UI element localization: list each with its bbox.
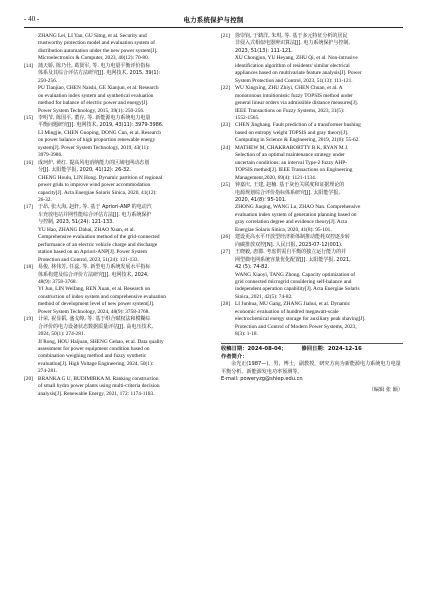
reference-line: independent operation capability[J]. Acta Energiae Solaris [235,286,360,293]
reference-number: [14] [24,62,33,69]
reference-line: trustworthy protection model and evaluation system of [38,40,155,47]
author-bio: 余光正(1987—)，男，博士，副教授，研究方向为新能源电力系统电力电量平衡分析、新能源发电功率预测等。 [221,361,401,375]
reference-line: 徐崇钧, 于鹤洋, 朱琪, 等. 基于多元特征分析的居民 [235,33,348,39]
reference-line: WU Xingxing, ZHU Zhiyi, CHEN Chuan, et al. A [235,85,343,92]
reference-line: WANG Xiaoyi, TANG Zhong. Capacity optimization of [235,271,355,278]
reference-item [221,234,403,249]
page-number: - 40 - [24,15,40,23]
reference-line: 王晓毅, 唐郡. 考虑供需自平衡的独立运行能力的并 [235,249,347,256]
reference-line: method of development level of new power system[J]. [38,301,155,308]
reference-line: of small hydro power plants using multi-criteria decision [38,383,160,390]
reference-number: [17] [24,204,33,211]
reference-item [221,301,403,338]
reference-line: 2020, 41(8): 95-101. [235,196,287,203]
reference-number: [22] [221,85,230,92]
reference-number: [15] [24,114,33,121]
reference-line: distribution automation under the new power system[J]. [38,47,158,54]
reference-line: Microelectronics & Computer, 2023, 40(12): 70-80. [38,55,150,62]
reference-line: capacity[J]. Acta Energiae Solaris Sinica, 2020, 41(12): [38,189,157,196]
reference-line: YU Hao, ZHANG Dahai, ZHAO Xuan, et al. [38,226,135,233]
reference-line: ZHANG Lei, LI Yan, GU Sitng, et al. Security and [38,33,147,39]
reference-line: 体系构建及综合评价方法研究[J]. 电网技术, 2024, [38,271,149,278]
reference-line: ZHONG Jiaqing, WANG Lu, ZHAO Nan. Comprehensive [235,204,361,211]
reference-line: 2023, 51(13): 111-121. [235,47,293,54]
reference-line: 体系及其综合评估方法研究[J]. 电网技术, 2015, 39(1): [38,70,161,77]
reference-item [24,204,206,264]
reference-line: Power System Technology, 2024, 48(9): 3758-3768. [38,308,150,315]
reference-line: Energiae Solaris Sinica, 2020, 41(8): 95-101. [235,226,332,233]
reference-line: grid connected microgrid considering self-balance and [235,278,352,285]
reference-item [24,160,206,205]
reference-line: general linear orders via admissible distance measures[J]. [235,100,359,107]
reference-line: IEEE Transactions on Fuzzy Systems, 2023, 31(5): [235,107,345,114]
reference-line: 非侵入式相似电器辨识算法[J]. 电力系统保护与控制, [235,40,350,47]
reference-line: 合评价的电力设备状态数据质量评估[J]. 高电压技术, [38,323,153,330]
reference-line: construction of index system and comprehensive evaluation [38,293,166,300]
reference-number: [24] [221,144,230,151]
reference-line: system[J]. Power System Technology, 2019, 43(11): [38,144,150,151]
reference-line: Protection and Control, 2023, 51(24): 121-133. [38,256,139,263]
reference-item [24,63,206,115]
reference-line: 李明节, 陈国平, 董存, 等. 新能源电力系统电力电量 [38,114,151,121]
reference-line: 钟嘉庆, 王建, 赵楠. 基于灰色关联度和证据理论的 [235,182,345,189]
reference-item [221,249,403,301]
article-info [221,345,403,394]
reference-line: identification algorithm of residents' similar electrical [235,62,350,69]
journal-title: 电力系统保护与控制 [183,16,244,24]
reference-number: [21] [221,33,230,39]
received-date: 收稿日期：2024-08-04； [221,346,287,352]
reference-line: YI Jun, LIN Weifang, REN Xuan, et al. Research on [38,286,151,293]
reference-line: station based on an Apriori-ANP[J]. Power System [38,249,148,256]
reference-line: 蒲天娇, 陈乃仕, 葛贤军, 等. 电力电量平衡评价指标 [38,62,151,69]
reference-line: on evaluation index system and synthetical evaluation [38,92,154,99]
reference-line: Protection and Control of Modern Power Systems, 2023, [235,323,357,330]
reference-item [221,182,403,234]
reference-number: [20] [24,375,33,382]
reference-line: 车充放电站并网性能综合评估方法[J]. 电力系统保护 [38,211,152,218]
reference-line: 网型微电网系统容量优化配置[J]. 太阳能学报, 2021, [235,256,351,263]
reference-line: 建设更高水平开放型经济新体制推动能耗双控逐步转 [235,234,350,241]
reference-line: based on entropy weight TOPSIS and gray theory[J]. [235,129,349,136]
reference-line: 42 (5): 74-82. [235,264,270,271]
reference-line: 成珂炉, 黄红. 提高风电消纳能力的区域电网动态划 [38,159,150,166]
reference-line: 分[J]. 太阳能学报, 2020, 41(12): 26-32. [38,167,131,174]
reference-line: System Protection and Control, 2023, 51(13): 111-121. [235,77,353,84]
reference-item [24,376,206,398]
reference-line: Management,2020, 69(4): 1121-1134. [235,174,317,181]
reference-line: XU Chongjun, YU Heyang, ZHU Qi, et al. Non-intrusive [235,55,358,62]
reference-line: Sinica, 2021, 42(5): 74-82. [235,293,293,300]
reference-line: TOPSIS method[J]. IEEE Transactions on Engineering [235,167,353,174]
author-email: E-mail: poweryzg@shiep.edu.cn [221,376,303,383]
reference-item [221,145,403,182]
reference-line: 电源规划综合评价指标体系研究[J]. 太阳能学报, [235,189,340,196]
footnote-divider [221,343,403,344]
reference-line: BRANKA G U, BUDIMIRKA M. Ranking construction [38,375,159,382]
reference-line: 平衡问题研究[J]. 电网技术, 2019, 43(11): 3979-3986. [38,122,164,129]
reference-line: method for balance of electric power and energy[J]. [38,100,149,107]
reference-line: 274-281. [38,368,58,375]
reference-line: 2024, 50(1): 274-281. [38,331,85,338]
reference-item [24,264,206,316]
reference-line: 计荣, 祝显韬, 盛戈皞, 等. 基于组合赋权法和模糊综 [38,316,151,323]
reference-number: [19] [24,316,33,323]
reference-line: gray correlation degree and evidence theory[J]. Acta [235,219,348,226]
reference-line: 48(9): 3758-3768. [38,278,77,285]
reference-line: 于昂, 张大海, 赵轩, 等. 基于 Apriori-ANP 的电动汽 [38,204,152,211]
reference-line: analysis[J]. Renewable Energy, 2021, 172: 1174-1183. [38,390,155,397]
reference-line: economic evaluation of hundred megawatt-scale [235,308,339,315]
article-dates [221,345,403,353]
reference-line: appliances based on multivariate feature analysis[J]. Power [235,70,362,77]
reference-line: evaluation index system of generation planning based on [235,211,357,218]
reference-line: 与控制, 2023, 51(24): 121-133. [38,219,114,226]
references-right-column [221,33,403,339]
reference-line: LI Mingjie, CHEN Guoping, DONG Cun, et al. Research [38,129,161,136]
reference-line: power grids to improve wind power accommodation [38,182,151,189]
reference-line: Selection of an optimal maintenance strategy under [235,152,345,159]
reference-line: combination weighing method and fuzzy synthetic [38,353,147,360]
reference-item [24,316,206,376]
reference-line: evaluation[J]. High Voltage Engineering, 2024, 50(1): [38,360,154,367]
reference-line: Computing in Science & Engineering, 2019, 21(6): 55-62. [235,137,360,144]
reference-item [24,115,206,160]
revised-date: 修回日期：2024-12-16 [301,346,362,352]
reference-line: Power System Technology, 2015, 39(1): 250-256. [38,107,145,114]
reference-line: 易俊, 林伟芳, 任蕊, 等. 新型电力系统发展水平指标 [38,264,151,271]
reference-item [221,85,403,122]
reference-number: [26] [221,234,230,241]
reference-line: on power balance of high proportion renewable energy [38,137,156,144]
reference-number: [16] [24,159,33,166]
reference-line: CHEN Jinghang. Fault prediction of a transformer bushing [235,122,361,129]
editor-credit: （编辑 张 颖） [368,386,403,393]
reference-line: electrochemical energy storage for auxiliary peak shaving[J]. [235,316,366,323]
reference-line: Comprehensive evaluation method of the grid-connected [38,234,160,241]
reference-item [24,33,206,63]
reference-line: 3979-3986. [38,152,63,159]
reference-line: assessment for power equipment condition based on [38,346,150,353]
reference-item [221,122,403,144]
header-rule [24,27,403,28]
reference-line: uncertain conditions: an interval Type-2 fuzzy AHP- [235,159,348,166]
reference-line: monotonous intuitionistic fuzzy TOPSIS method under [235,92,353,99]
reference-line: 250-256. [38,77,58,84]
reference-number: [23] [221,122,230,129]
reference-line: MATHEW M, CHAKRABORTTY R K, RYAN M J. [235,144,349,151]
reference-line: PU Tianjiao, CHEN Naishi, GE Xianjun, et al. Research [38,85,159,92]
reference-item [221,33,403,85]
reference-line: performance of an electric vehicle charge and discharge [38,241,158,248]
reference-line: LI Junhua, MU Gang, ZHANG Jiahui, et al. Dynamic [235,301,351,308]
reference-line: 8(3): 1-18. [235,331,258,338]
reference-number: [25] [221,182,230,189]
author-intro-heading: 作者简介： [221,354,248,360]
reference-line: 26-32. [38,196,52,203]
reference-line: 1552-1565. [235,114,260,121]
reference-number: [28] [221,301,230,308]
references-left-column [24,33,206,398]
reference-number: [27] [221,249,230,256]
reference-line: CHENG Houlu, LIN Hong. Dynamic partition of regional [38,174,163,181]
reference-line: JI Rong, HOU Haijuan, SHENG Gehao, et al. Data quality [38,338,164,345]
reference-line: 向碳排放双控[N]. 人民日报, 2023-07-12(001). [235,241,343,248]
reference-number: [18] [24,264,33,271]
